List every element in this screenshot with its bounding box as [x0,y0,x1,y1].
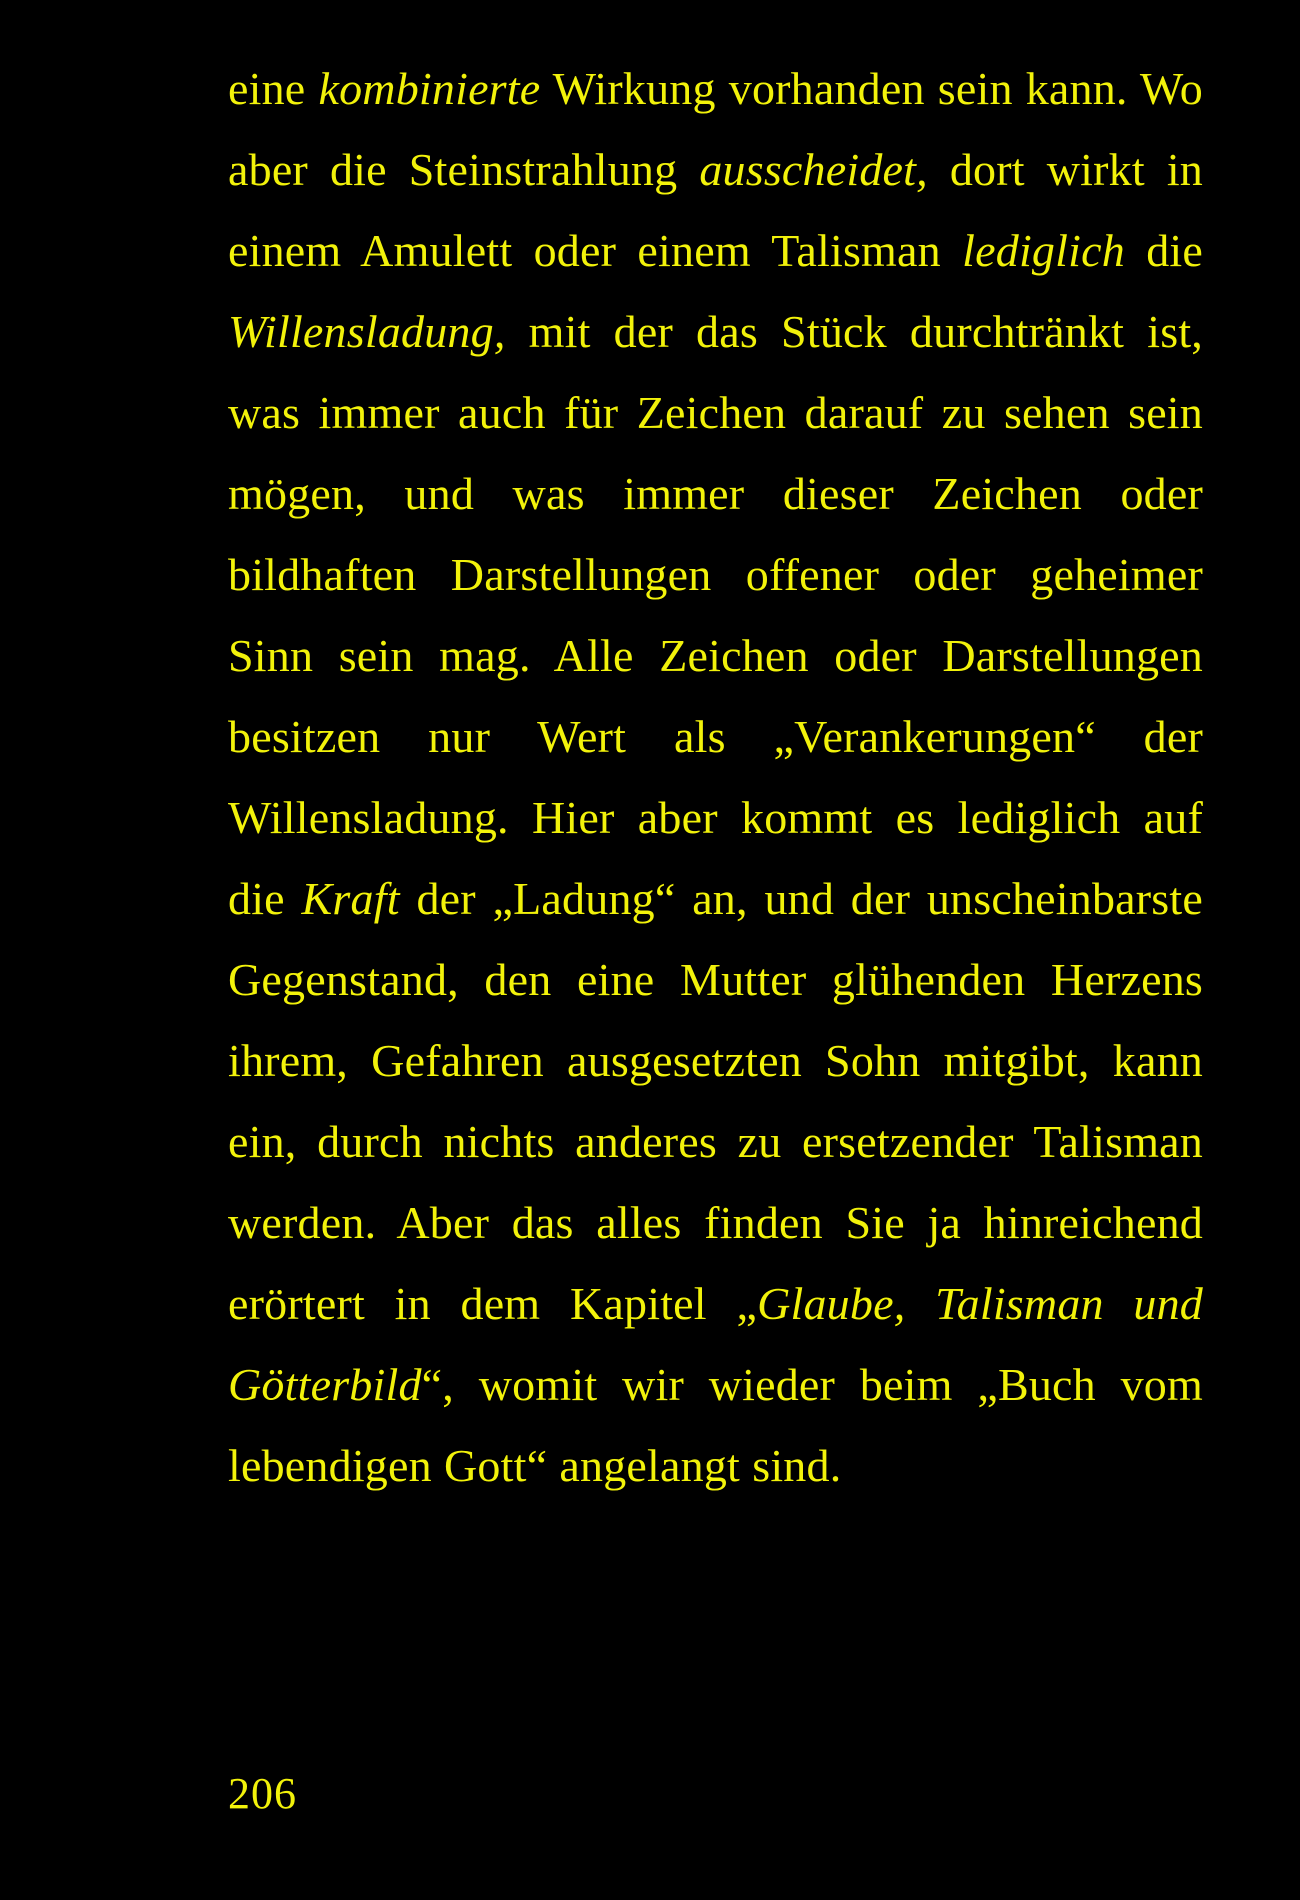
text-column [228,48,1203,1506]
page-number: 206 [228,1769,297,1818]
emphasis-run: Glaube, Talisman und Götterbild [228,1278,1204,1410]
emphasis-run: kombinierte [318,63,541,114]
emphasis-run: lediglich [962,225,1125,276]
emphasis-run: Willensladung, [228,306,506,357]
body-paragraph [228,48,1203,1506]
text-run: eine [228,63,319,114]
text-run: dort wirkt in einem Amulett oder einem Talisman [228,144,1203,276]
emphasis-run: Kraft [301,873,400,924]
text-run: der „Ladung“ an, und der unscheinbarste Gegenstand, den eine Mutter glühenden Herzens ihrem, Gefahren ausgesetzten Sohn mitgibt, kann ein, durch nichts anderes zu ersetzender Talisman werden. Aber das alles finden Sie ja hinreichend erörtert in dem Kapitel „ [228,873,1204,1329]
text-run: die [1124,225,1203,276]
text-run: Wirkung vorhanden sein kann. Wo aber die Steinstrahlung [228,63,1203,195]
emphasis-run: ausscheidet, [699,144,928,195]
text-run: mit der das Stück durchtränkt ist, was immer auch für Zeichen darauf zu sehen sein mögen, und was immer dieser Zeichen oder bildhaften Darstellungen offener oder geheimer Sinn sein mag. Alle Zeichen oder Darstellungen besitzen nur Wert als „Verankerungen“ der Willensladung. Hier aber kommt es lediglich auf die [228,306,1203,924]
text-run: “, womit wir wieder beim „Buch vom lebendigen Gott“ angelangt sind. [228,1359,1203,1491]
